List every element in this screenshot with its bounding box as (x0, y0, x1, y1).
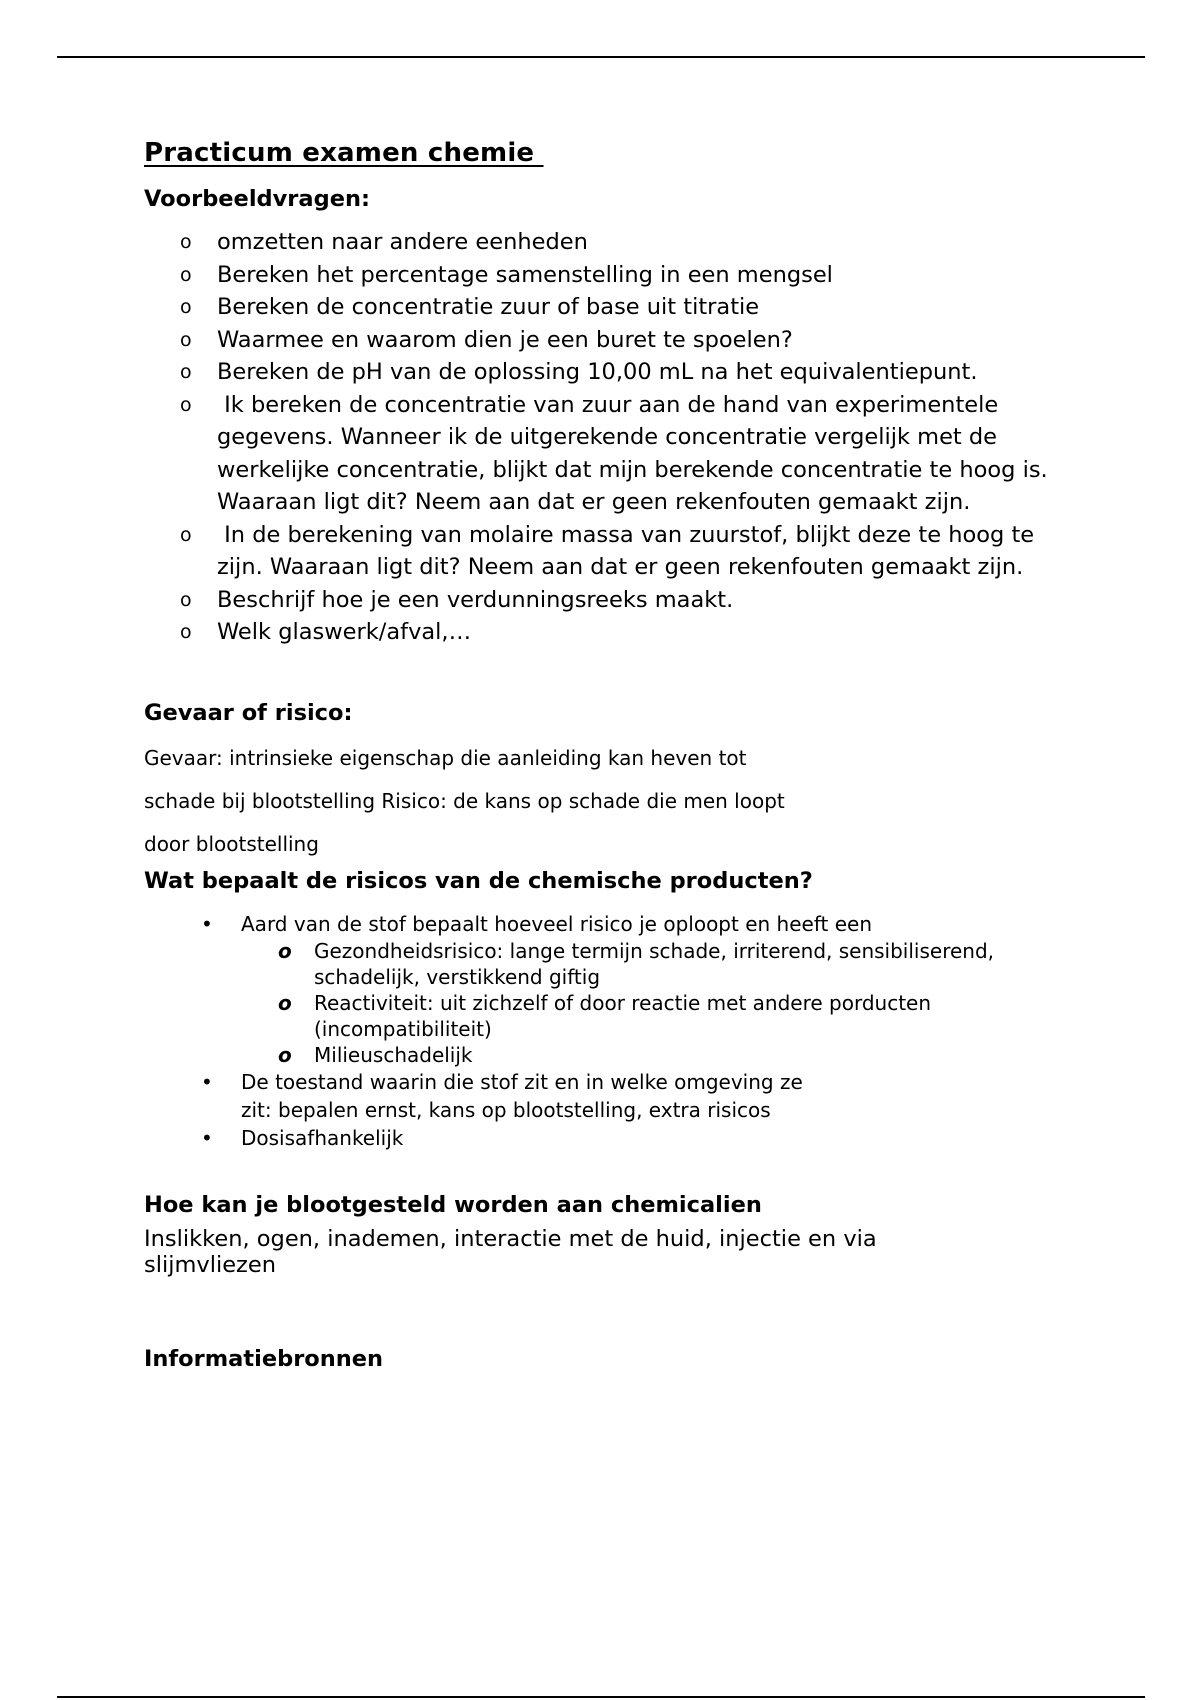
list-item: • De toestand waarin die stof zit en in welke omgeving ze zit: bepalen ernst, kans op blootstelling, extra risicos (201, 1069, 803, 1122)
risicos-heading: Wat bepaalt de risicos van de chemische producten? (144, 867, 813, 894)
list-marker: o (180, 588, 192, 611)
bullet-marker: • (201, 1125, 213, 1150)
list-item: o Bereken de concentratie zuur of base uit titratie (217, 291, 1084, 324)
list-marker: o (180, 296, 192, 318)
top-rule (57, 56, 1145, 58)
bullet-marker: • (201, 1069, 213, 1094)
bottom-rule (57, 1696, 1145, 1698)
list-item: o Bereken het percentage samenstelling in een mengsel (217, 259, 1084, 292)
gevaar-heading: Gevaar of risico: (144, 699, 353, 726)
list-item: o Beschrijf hoe je een verdunningsreeks maakt. (217, 584, 1084, 617)
list-marker: o (180, 328, 192, 351)
risicos-sublist (241, 938, 1084, 1068)
list-marker: o (278, 1042, 292, 1067)
list-item: o omzetten naar andere eenheden (217, 226, 1084, 259)
document-title: Practicum examen chemie (144, 138, 544, 168)
list-item: o Ik bereken de concentratie van zuur aan de hand van experimentele gegevens. Wanneer ik de uitgerekende concentratie vergelijk met de werkelijke concentratie, blijkt dat mijn berekende concentratie te hoog is. Waaraan ligt dit? Neem aan dat er geen rekenfouten gemaakt zijn. (217, 389, 1084, 519)
sublist-item: o Reactiviteit: uit zichzelf of door reactie met andere porducten (incompatibiliteit) (278, 990, 932, 1041)
list-marker: o (180, 231, 192, 253)
voorbeeldvragen-list (144, 226, 1084, 649)
voorbeeldvragen-heading: Voorbeeldvragen: (144, 186, 370, 212)
sublist-item: o Milieuschadelijk (278, 1042, 473, 1067)
gevaar-line: door blootstelling (144, 831, 319, 856)
document-body (144, 138, 1084, 1372)
list-item: o Welk glaswerk/afval,… (217, 616, 1084, 649)
list-marker: o (278, 990, 292, 1015)
gevaar-line: schade bij blootstelling Risico: de kans op schade die men loopt (144, 788, 785, 813)
list-marker: o (278, 938, 292, 963)
list-item: • Dosisafhankelijk (201, 1125, 404, 1150)
list-marker: o (180, 523, 192, 546)
gevaar-paragraph (144, 737, 1084, 866)
list-item: o In de berekening van molaire massa van zuurstof, blijkt deze te hoog te zijn. Waaraan ligt dit? Neem aan dat er geen rekenfouten gemaakt zijn. (217, 519, 1084, 584)
list-item: o Bereken de pH van de oplossing 10,00 mL na het equivalentiepunt. (217, 356, 1084, 389)
list-marker: o (180, 393, 192, 416)
list-item: o Waarmee en waarom dien je een buret te spoelen? (217, 324, 1084, 357)
informatiebronnen-heading: Informatiebronnen (144, 1345, 384, 1372)
list-item: • Aard van de stof bepaalt hoeveel risico je oploopt en heeft een o Gezondheidsrisico: lange termijn schade, irriterend, sensibiliserend, schadelijk, verstikkend giftig o Reactiviteit: uit zichzelf of door reactie met andere porducten (incompatibiliteit) o Milieuschadelijk (241, 910, 1084, 1068)
risicos-list (144, 910, 1084, 1152)
list-marker: o (180, 621, 192, 643)
sublist-item: o Gezondheidsrisico: lange termijn schade, irriterend, sensibiliserend, schadelijk, verstikkend giftig (278, 938, 995, 989)
list-marker: o (180, 361, 192, 383)
bullet-marker: • (201, 911, 213, 936)
gevaar-line: Gevaar: intrinsieke eigenschap die aanleiding kan heven tot (144, 745, 747, 770)
list-marker: o (180, 263, 192, 286)
blootstelling-text: Inslikken, ogen, inademen, interactie met de huid, injectie en via slijmvliezen (144, 1225, 877, 1278)
blootstelling-heading: Hoe kan je blootgesteld worden aan chemicalien (144, 1191, 762, 1218)
